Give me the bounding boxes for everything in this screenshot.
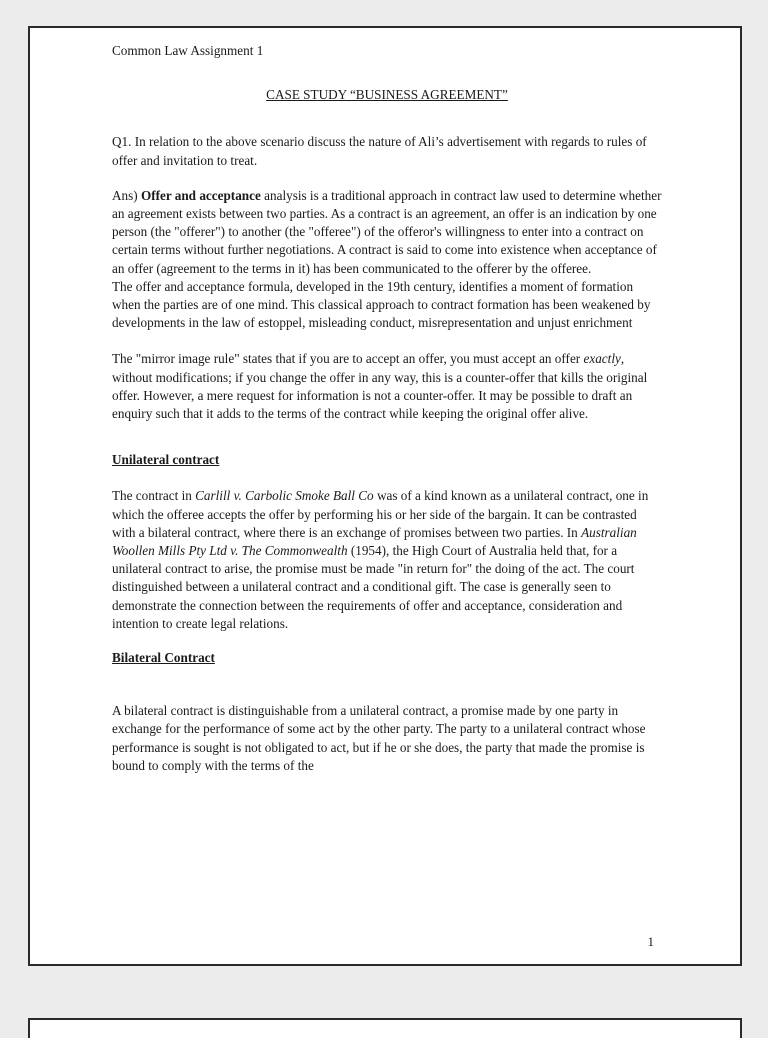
next-page-edge — [28, 1018, 742, 1038]
answer-bold-term: Offer and acceptance — [140, 187, 261, 203]
mirror-italic: exactly — [583, 351, 621, 367]
page-number: 1 — [647, 934, 654, 949]
unilateral-text-1: The contract in — [112, 488, 196, 504]
case-name-australian-woollen: Australian Woollen Mills Pty Ltd v. The Commonwealth — [112, 524, 637, 559]
running-header: Common Law Assignment 1 — [112, 43, 264, 58]
unilateral-heading: Unilateral contract — [112, 452, 220, 468]
mirror-text-1: The "mirror image rule" states that if you are to accept an offer, you must accept an offer — [112, 351, 584, 367]
question-1: Q1. In relation to the above scenario discuss the nature of Ali’s advertisement with regards to rules of offer and invitation to treat. — [112, 134, 647, 168]
page-content — [112, 42, 662, 775]
document-page — [28, 26, 742, 966]
bilateral-paragraph: A bilateral contract is distinguishable from a unilateral contract, a promise made by one party in exchange for the performance of some act by the other party. The party to a unilateral contract whose performance is sought is not obligated to act, but if he or she does, the party that made the promise is bound to comply with the terms of the — [112, 703, 646, 773]
case-study-title: CASE STUDY “BUSINESS AGREEMENT” — [266, 87, 508, 103]
answer-text: analysis is a traditional approach in contract law used to determine whether an agreement exists between two parties. As a contract is an agreement, an offer is an indication by one person (the "offerer") to another (the "offeree") of the offeror's willingness to enter into a contract on certain terms without further negotiations. A contract is said to come into existence when acceptance of an offer (agreement to the terms in it) has been communicated to the offerer by the offeree. — [112, 187, 662, 276]
case-name-carlill: Carlill v. Carbolic Smoke Ball Co — [195, 488, 374, 504]
unilateral-paragraph — [112, 487, 662, 633]
bilateral-heading: Bilateral Contract — [112, 650, 215, 666]
unilateral-text-2: was of a kind known as a unilateral contract, one in which the offeree accepts the offer by performing his or her side of the bargain. It can be contrasted with a bilateral contract, where there is an exchange of promises between two parties. In — [112, 488, 649, 540]
unilateral-text-3: (1954), the High Court of Australia held that, for a unilateral contract to arise, the promise must be made "in return for" the doing of the act. The court distinguished between a unilateral contract and a conditional gift. The case is generally seen to demonstrate the connection between the requirements of offer and acceptance, consideration and intention to create legal relations. — [112, 543, 635, 631]
answer-prefix: Ans) — [112, 187, 141, 203]
answer-paragraph-2: The offer and acceptance formula, developed in the 19th century, identifies a moment of formation when the parties are of one mind. This classical approach to contract formation has been weakened by developments in the law of estoppel, misleading conduct, misrepresentation and unjust enrichment — [112, 278, 651, 331]
mirror-text-2: , without modifications; if you change the offer in any way, this is a counter-offer that kills the original offer. However, a mere request for information is not a counter-offer. It may be possible to draft an enquiry such that it adds to the terms of the contract while keeping the original offer alive. — [112, 351, 648, 422]
answer-paragraph — [112, 187, 662, 278]
mirror-image-paragraph — [112, 350, 662, 423]
